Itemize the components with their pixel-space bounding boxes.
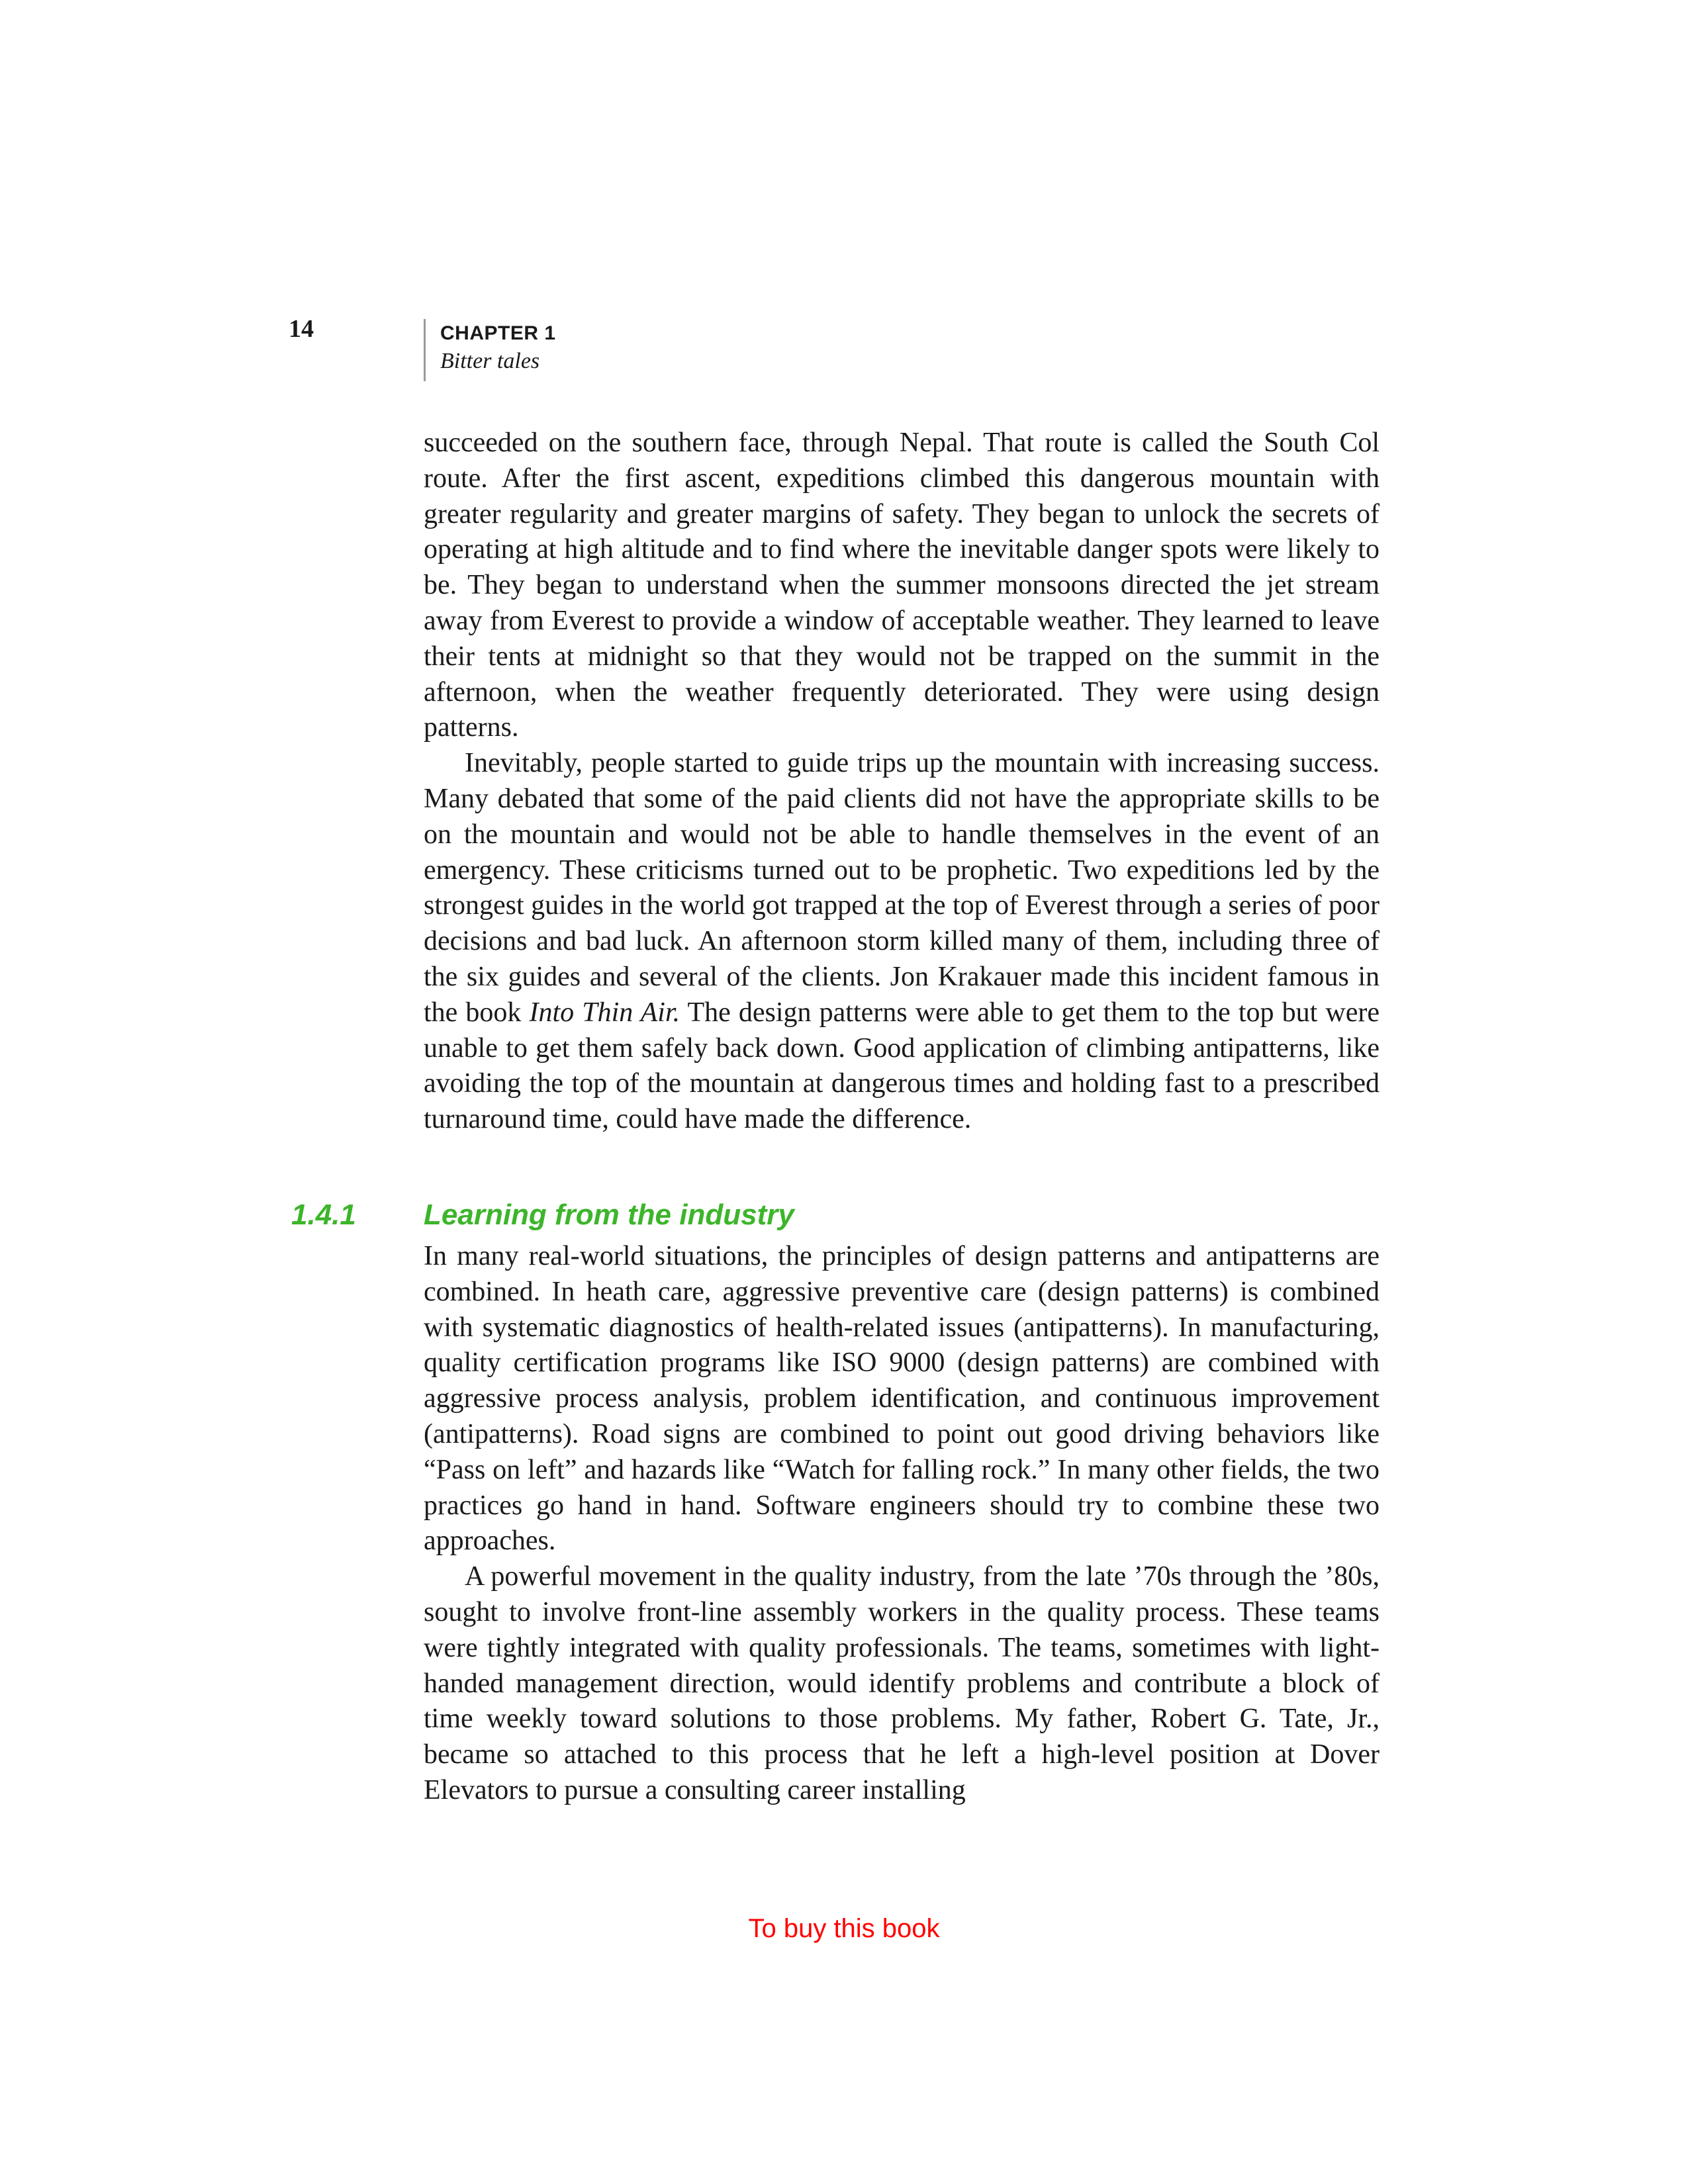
page-number: 14	[289, 315, 314, 343]
chapter-label: CHAPTER 1	[440, 322, 556, 344]
chapter-title: Bitter tales	[440, 349, 540, 373]
paragraph: succeeded on the southern face, through Nepal. That route is called the South Col route. After the first ascent, expeditions climbed this dangerous mountain with greater regularity and greater margins of safety. They began to unlock the secrets of operating at high altitude and to find where the inevitable danger spots were likely to be. They began to understand when the summer monsoons directed the jet stream away from Everest to provide a window of acceptable weather. They learned to leave their tents at midnight so that they would not be trapped on the summit in the afternoon, when the weather frequently deteriorated. They were using design patterns.	[424, 428, 1380, 743]
paragraph-text: Inevitably, people started to guide trips up the mountain with increasing success. Many debated that some of the paid clients did not have the appropriate skills to be on the mountain and would not be able to handle themselves in the event of an emergency. These criticisms turned out to be prophetic. Two expeditions led by the strongest guides in the world got trapped at the top of Everest through a series of poor decisions and bad luck. An afternoon storm killed many of them, including three of the six guides and several of the clients. Jon Krakauer made this incident famous in the book	[424, 748, 1380, 1028]
paragraph	[424, 746, 1380, 1138]
paragraph-text: The design patterns were able to get them to the top but were unable to get them safely back down. Good application of climbing antipatterns, like avoiding the top of the mountain at dangerous times and holding fast to a prescribed turnaround time, could have made the difference.	[424, 997, 1380, 1135]
paragraph: A powerful movement in the quality industry, from the late ’70s through the ’80s, sought to involve front-line assembly workers in the quality process. These teams were tightly integrated with quality professionals. The teams, sometimes with light-handed management direction, would identify problems and contribute a block of time weekly toward solutions to those problems. My father, Robert G. Tate, Jr., became so attached to this process that he left a high-level position at Dover Elevators to pursue a consulting career installing	[424, 1561, 1380, 1805]
section-title: Learning from the industry	[424, 1199, 794, 1231]
body-text-block	[424, 1239, 1380, 1809]
buy-book-link[interactable]: To buy this book	[748, 1914, 940, 1943]
book-title: Into Thin Air.	[529, 997, 680, 1028]
section-number: 1.4.1	[291, 1199, 356, 1231]
running-head	[424, 319, 556, 381]
paragraph: In many real-world situations, the principles of design patterns and antipatterns are combined. In heath care, aggressive preventive care (design patterns) is combined with systematic diagnostics of health-related issues (antipatterns). In manufacturing, quality certification programs like ISO 9000 (design patterns) are combined with aggressive process analysis, problem identification, and continuous improvement (antipatterns). Road signs are combined to point out good driving behaviors like “Pass on left” and hazards like “Watch for falling rock.” In many other fields, the two practices go hand in hand. Software engineers should try to combine these two approaches.	[424, 1241, 1380, 1557]
body-text-block	[424, 426, 1380, 1138]
